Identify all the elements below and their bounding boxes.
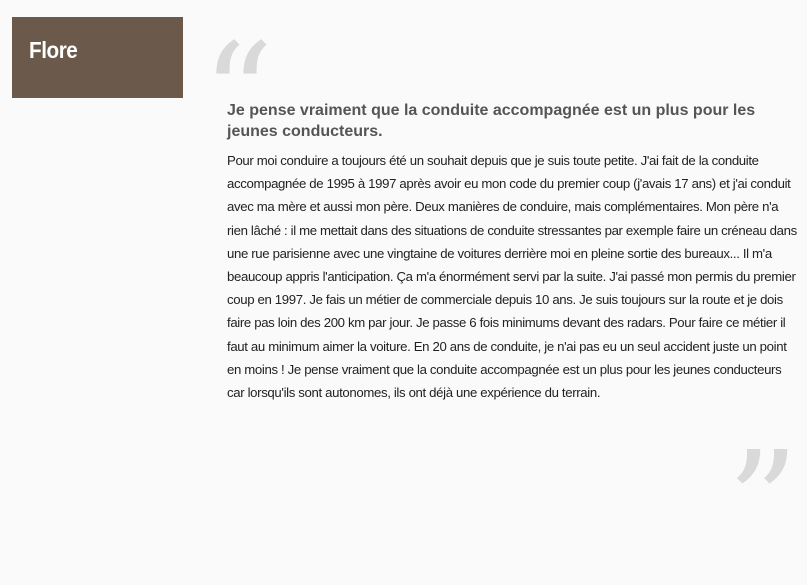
closing-quote-icon: ” [727, 422, 799, 585]
testimonial-headline: Je pense vraiment que la conduite accompagnée est un plus pour les jeunes conducteurs. [227, 102, 756, 140]
testimonial-body: Pour moi conduire a toujours été un souhait depuis que je suis toute petite. J'ai fait de la conduite accompagnée de 1995 à 1997 après avoir eu mon code du premier coup (j'avais 17 ans) et j'ai conduit avec ma mère et aussi mon père. Deux manières de conduire, mais complémentaires. Mon père n'a rien lâché : il me mettait dans des situations de conduite stressantes par exemple faire un créneau dans une rue parisienne avec une vingtaine de voitures derrière moi en pleine sortie des bureaux... Il m'a beaucoup appris l'anticipation. Ça m'a énormément servi par la suite. J'ai passé mon permis du premier coup en 1997. Je fais un métier de commerciale depuis 10 ans. Je suis toujours sur la route et je dois faire pas loin des 200 km par jour. Je passe 6 fois minimums devant des radars. Pour faire ce métier il faut au minimum aimer la voiture. En 20 ans de conduite, je n'ai pas eu un seul accident juste un point en moins ! Je pense vraiment que la conduite accompagnée est un plus pour les jeunes conducteurs car lorsqu'ils sont autonomes, ils ont déjà une expérience du terrain. [227, 153, 797, 401]
author-name: Flore [29, 37, 78, 63]
author-name-tag [12, 17, 183, 98]
opening-quote-icon: “ [202, 14, 274, 177]
